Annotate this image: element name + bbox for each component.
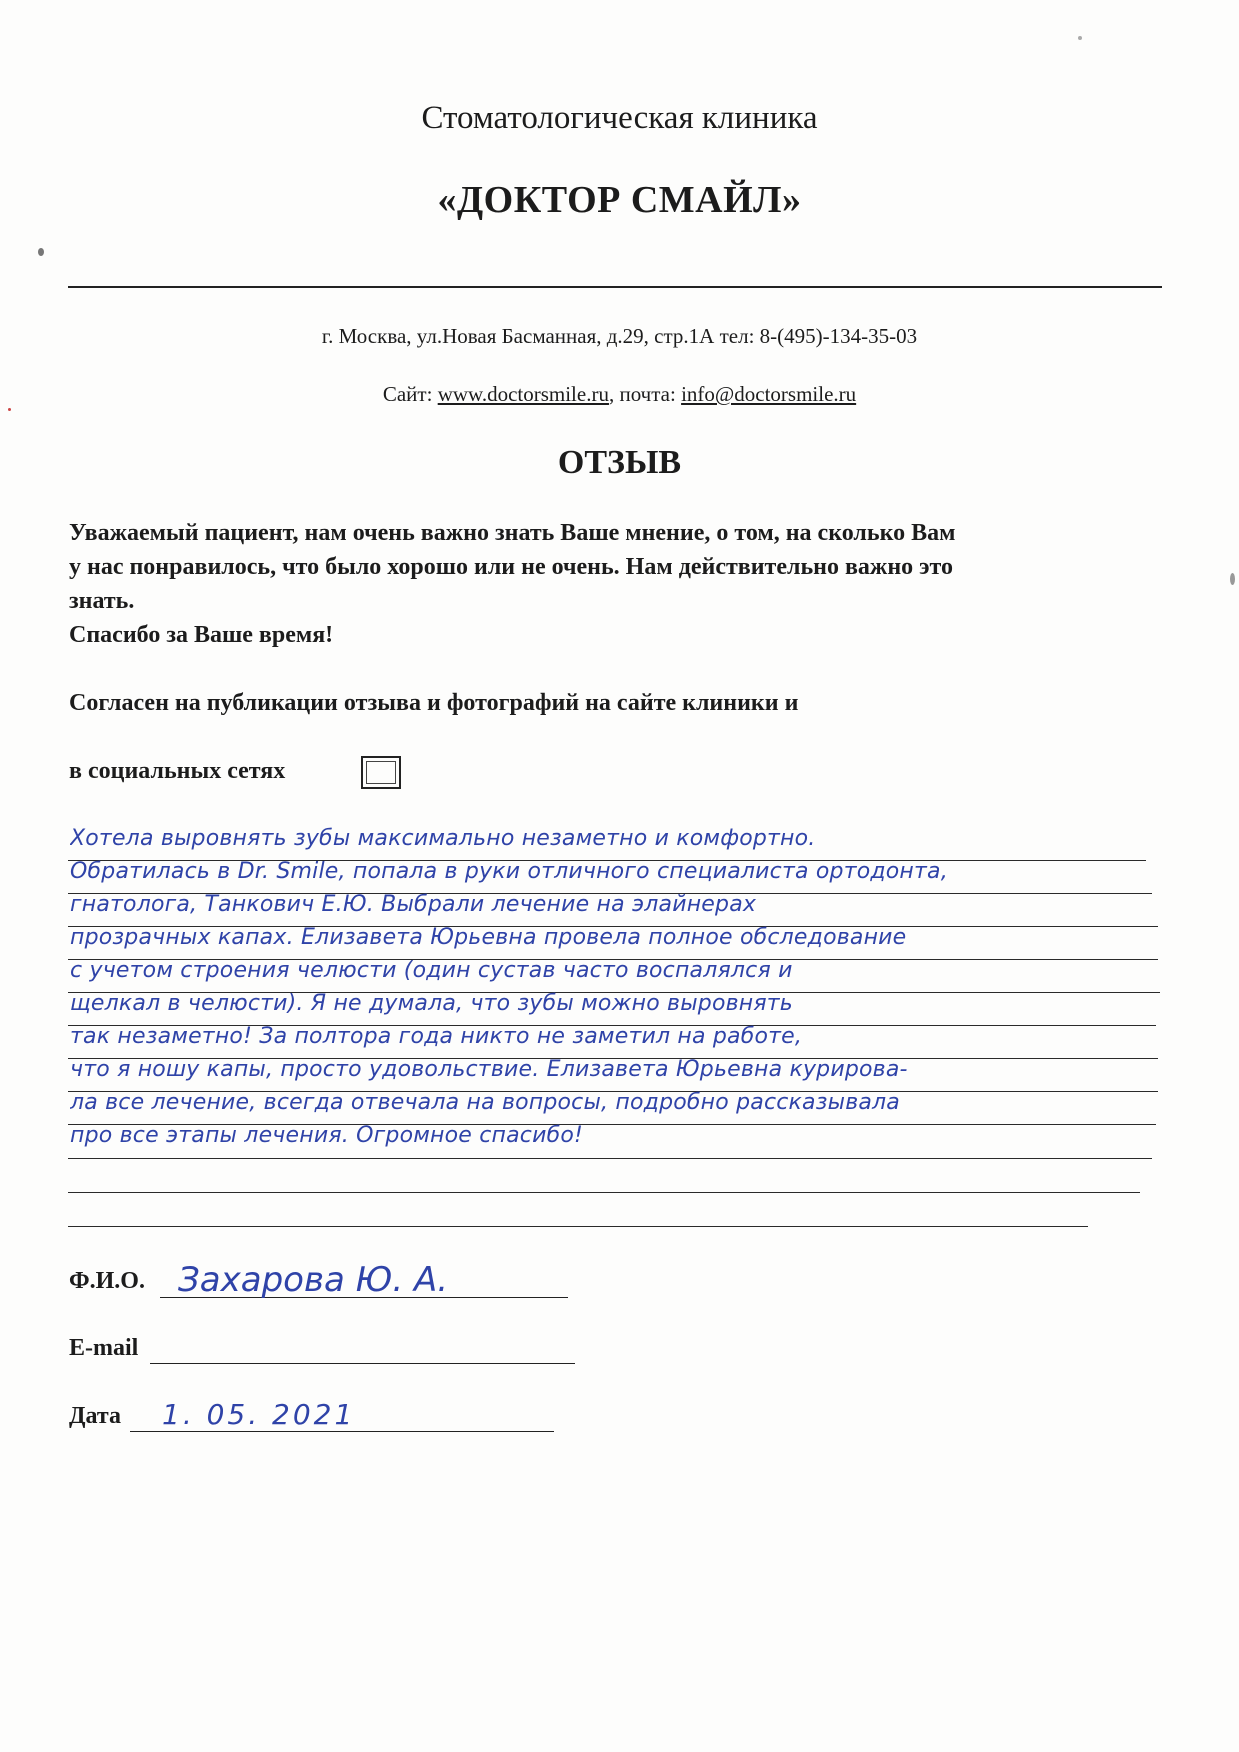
handwritten-line: про все этапы лечения. Огромное спасибо! [70, 1123, 584, 1148]
date-field[interactable]: 1. 05. 2021 [162, 1398, 356, 1431]
scan-speck [8, 408, 11, 411]
contact-line [0, 382, 1239, 407]
handwritten-line: щелкал в челюсти). Я не думала, что зубы можно выровнять [70, 991, 793, 1016]
email-link[interactable]: info@doctorsmile.ru [681, 382, 857, 406]
email-label: E-mail [69, 1335, 139, 1361]
handwritten-line: с учетом строения челюсти (один сустав часто воспалялся и [70, 958, 793, 983]
handwritten-line: прозрачных капах. Елизавета Юрьевна провела полное обследование [70, 925, 907, 950]
date-label: Дата [69, 1403, 121, 1429]
header-divider [68, 286, 1162, 288]
thanks-line: Спасибо за Ваше время! [69, 622, 334, 648]
mail-prefix: , почта: [608, 382, 682, 406]
date-underline [130, 1431, 554, 1432]
review-rule [68, 1158, 1152, 1159]
review-rule [68, 1192, 1140, 1193]
consent-text-line-1: Согласен на публикации отзыва и фотографий на сайте клиники и [69, 690, 799, 716]
review-rule [68, 1226, 1088, 1227]
handwritten-line: ла все лечение, всегда отвечала на вопросы, подробно рассказывала [70, 1090, 900, 1115]
name-field[interactable]: Захарова Ю. А. [178, 1260, 449, 1300]
intro-text [69, 516, 1169, 652]
intro-line: у нас понравилось, что было хорошо или не очень. Нам действительно важно это [69, 554, 954, 580]
clinic-type: Стоматологическая клиника [421, 100, 818, 136]
scan-speck [1230, 573, 1235, 585]
scan-speck [38, 248, 44, 256]
consent-text-line-2: в социальных сетях [69, 758, 286, 784]
intro-line: знать. [69, 588, 135, 614]
intro-line: Уважаемый пациент, нам очень важно знать Ваше мнение, о том, на сколько Вам [69, 520, 956, 546]
handwritten-line: Хотела выровнять зубы максимально незаметно и комфортно. [70, 826, 816, 851]
handwritten-line: Обратилась в Dr. Smile, попала в руки отличного специалиста ортодонта, [70, 859, 948, 884]
clinic-address: г. Москва, ул.Новая Басманная, д.29, стр.1А тел: 8-(495)-134-35-03 [321, 324, 918, 348]
handwritten-line: так незаметно! За полтора года никто не заметил на работе, [70, 1024, 803, 1049]
handwritten-line: что я ношу капы, просто удовольствие. Елизавета Юрьевна курирова- [70, 1057, 908, 1082]
site-link[interactable]: www.doctorsmile.ru [437, 382, 609, 406]
consent-checkbox[interactable] [361, 756, 401, 789]
scan-speck [1078, 36, 1082, 40]
clinic-name: «ДОКТОР СМАЙЛ» [437, 179, 802, 221]
handwritten-line: гнатолога, Танкович Е.Ю. Выбрали лечение на элайнерах [70, 892, 757, 917]
email-underline [150, 1363, 575, 1364]
document-title: ОТЗЫВ [557, 444, 682, 481]
name-label: Ф.И.О. [69, 1268, 145, 1294]
site-prefix: Сайт: [382, 382, 438, 406]
